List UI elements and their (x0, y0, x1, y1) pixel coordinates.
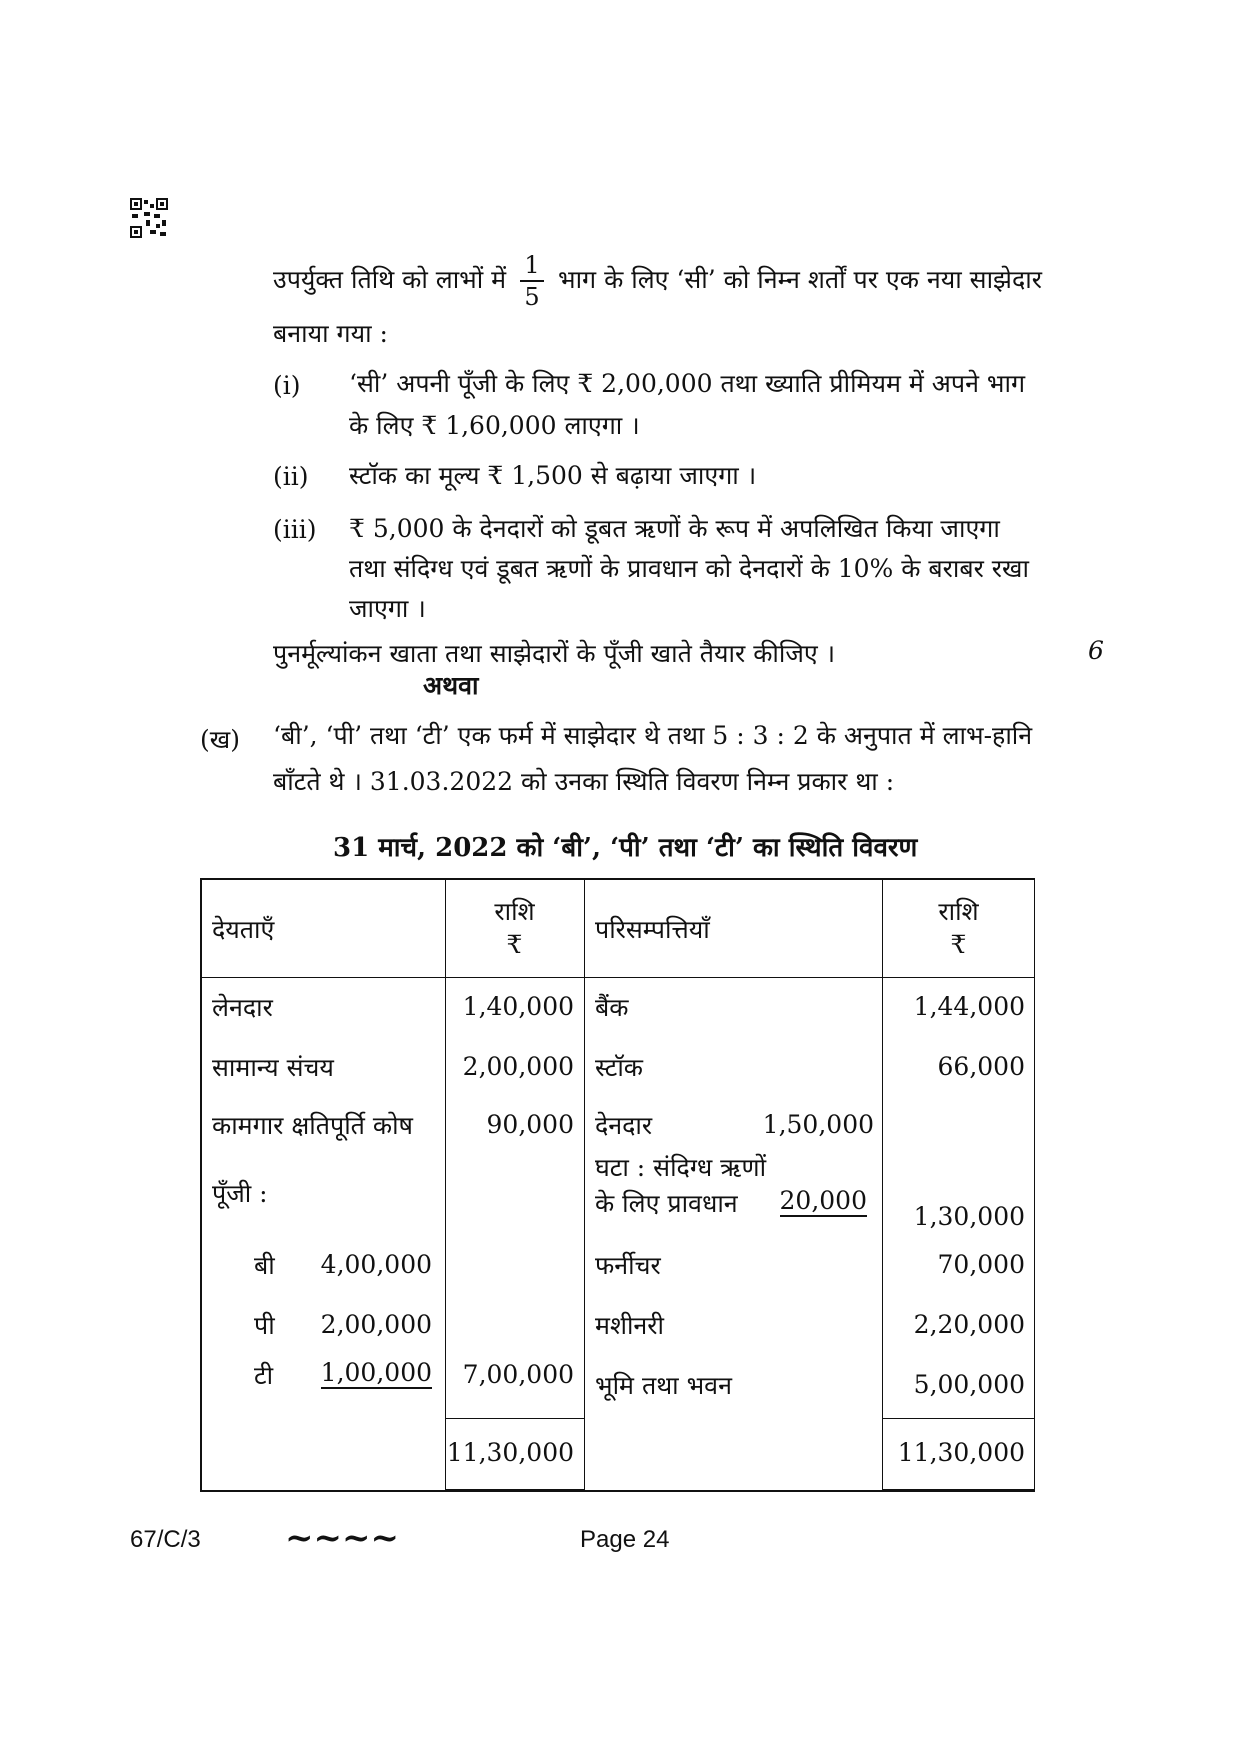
liability-label: लेनदार (212, 993, 273, 1022)
condition-3-line-3: जाएगा । (349, 594, 426, 623)
total-assets: 11,30,000 (897, 1438, 1025, 1467)
asset-net-debtors: 1,30,000 (913, 1202, 1025, 1231)
condition-2-line-1: स्टॉक का मूल्य ₹ 1,500 से बढ़ाया जाएगा । (349, 461, 757, 490)
part-b-line-2: बाँटते थे । 31.03.2022 को उनका स्थिति विवरण निम्न प्रकार था : (273, 767, 895, 796)
tilde-decoration: ~~~~ (285, 1518, 399, 1558)
header-currency-right: ₹ (950, 930, 967, 959)
liability-label: कामगार क्षतिपूर्ति कोष (212, 1111, 413, 1140)
total-liabilities: 11,30,000 (446, 1438, 574, 1467)
asset-stock-amount: 66,000 (937, 1052, 1025, 1081)
total-bottom-left (445, 1489, 584, 1490)
intro-text-b: भाग के लिए ‘सी’ को निम्न शर्तों पर एक नया साझेदार (558, 265, 1042, 294)
liability-label: सामान्य संचय (212, 1053, 334, 1082)
asset-furniture-amount: 70,000 (937, 1250, 1025, 1279)
header-amount-left: राशि (494, 897, 535, 926)
condition-3-line-1: ₹ 5,000 के देनदारों को डूबत ऋणों के रूप में अपलिखित किया जाएगा (349, 514, 1000, 543)
capital-partner-value-wrap (312, 1358, 432, 1387)
col-divider-1 (445, 880, 446, 1492)
condition-3-line-2: तथा संदिग्ध एवं डूबत ऋणों के प्रावधान को देनदारों के 10% के बराबर रखा (349, 554, 1029, 583)
intro-line-2: बनाया गया : (273, 319, 388, 348)
condition-1-line-2: के लिए ₹ 1,60,000 लाएगा । (349, 411, 640, 440)
asset-debtors-label: देनदार (595, 1111, 653, 1140)
balance-sheet-table (200, 878, 1035, 1492)
capital-partner-value: 1,00,000 (320, 1358, 432, 1387)
col-divider-2 (584, 880, 585, 1492)
capital-total: 7,00,000 (462, 1360, 574, 1389)
instruction-text: पुनर्मूल्यांकन खाता तथा साझेदारों के पूँजी खाते तैयार कीजिए । (273, 639, 836, 668)
condition-3-number: (iii) (273, 515, 317, 544)
part-b-line-1: ‘बी’, ‘पी’ तथा ‘टी’ एक फर्म में साझेदार थे तथा 5 : 3 : 2 के अनुपात में लाभ-हानि (273, 721, 1033, 750)
col-divider-3 (882, 880, 883, 1492)
header-assets: परिसम्पत्तियाँ (595, 915, 710, 944)
paper-code: 67/C/3 (130, 1526, 201, 1553)
asset-land-label: भूमि तथा भवन (595, 1371, 732, 1400)
capital-partner-name: बी (254, 1251, 275, 1280)
header-liabilities: देयताएँ (212, 915, 275, 944)
fraction-denominator: 5 (524, 283, 540, 311)
header-amount-right: राशि (938, 897, 979, 926)
asset-machinery-amount: 2,20,000 (913, 1310, 1025, 1339)
condition-1-number: (i) (273, 371, 301, 400)
liability-amount: 90,000 (486, 1110, 574, 1139)
fraction-one-fifth (520, 252, 544, 310)
part-b-label: (ख) (200, 725, 240, 754)
or-separator: अथवा (423, 671, 479, 700)
asset-less-line-1: घटा : संदिग्ध ऋणों (595, 1153, 767, 1182)
liability-amount: 1,40,000 (462, 992, 574, 1021)
asset-land-amount: 5,00,000 (913, 1370, 1025, 1399)
asset-machinery-label: मशीनरी (595, 1311, 665, 1340)
total-top-right (882, 1418, 1035, 1419)
intro-line-1a (273, 262, 506, 296)
asset-provision-wrap (742, 1186, 867, 1215)
asset-debtors-inner: 1,50,000 (762, 1110, 874, 1139)
capital-partner-name: पी (254, 1311, 275, 1340)
total-bottom-right (882, 1489, 1035, 1490)
liability-amount: 2,00,000 (462, 1052, 574, 1081)
asset-less-line-2: के लिए प्रावधान (595, 1189, 738, 1218)
asset-provision-amount: 20,000 (779, 1186, 867, 1215)
asset-stock-label: स्टॉक (595, 1053, 644, 1082)
qr-code-image (130, 198, 168, 238)
fraction-numerator: 1 (520, 252, 544, 282)
balance-sheet-title: 31 मार्च, 2022 को ‘बी’, ‘पी’ तथा ‘टी’ का स्थिति विवरण (333, 833, 918, 863)
header-divider (202, 977, 1035, 978)
header-currency-left: ₹ (506, 930, 523, 959)
condition-1-line-1: ‘सी’ अपनी पूँजी के लिए ₹ 2,00,000 तथा ख्याति प्रीमियम में अपने भाग (349, 369, 1026, 398)
intro-line-1b (558, 262, 1042, 296)
asset-bank-label: बैंक (595, 993, 629, 1022)
marks: 6 (1088, 636, 1104, 665)
capital-label: पूँजी : (212, 1179, 268, 1208)
capital-partner-name: टी (254, 1361, 274, 1390)
capital-partner-value: 4,00,000 (320, 1250, 432, 1279)
capital-partner-value: 2,00,000 (320, 1310, 432, 1339)
intro-text-a: उपर्युक्त तिथि को लाभों में (273, 265, 507, 294)
condition-2-number: (ii) (273, 462, 309, 491)
asset-bank-amount: 1,44,000 (913, 992, 1025, 1021)
total-top-left (445, 1418, 584, 1419)
asset-furniture-label: फर्नीचर (595, 1251, 661, 1280)
page-number: Page 24 (580, 1526, 670, 1553)
